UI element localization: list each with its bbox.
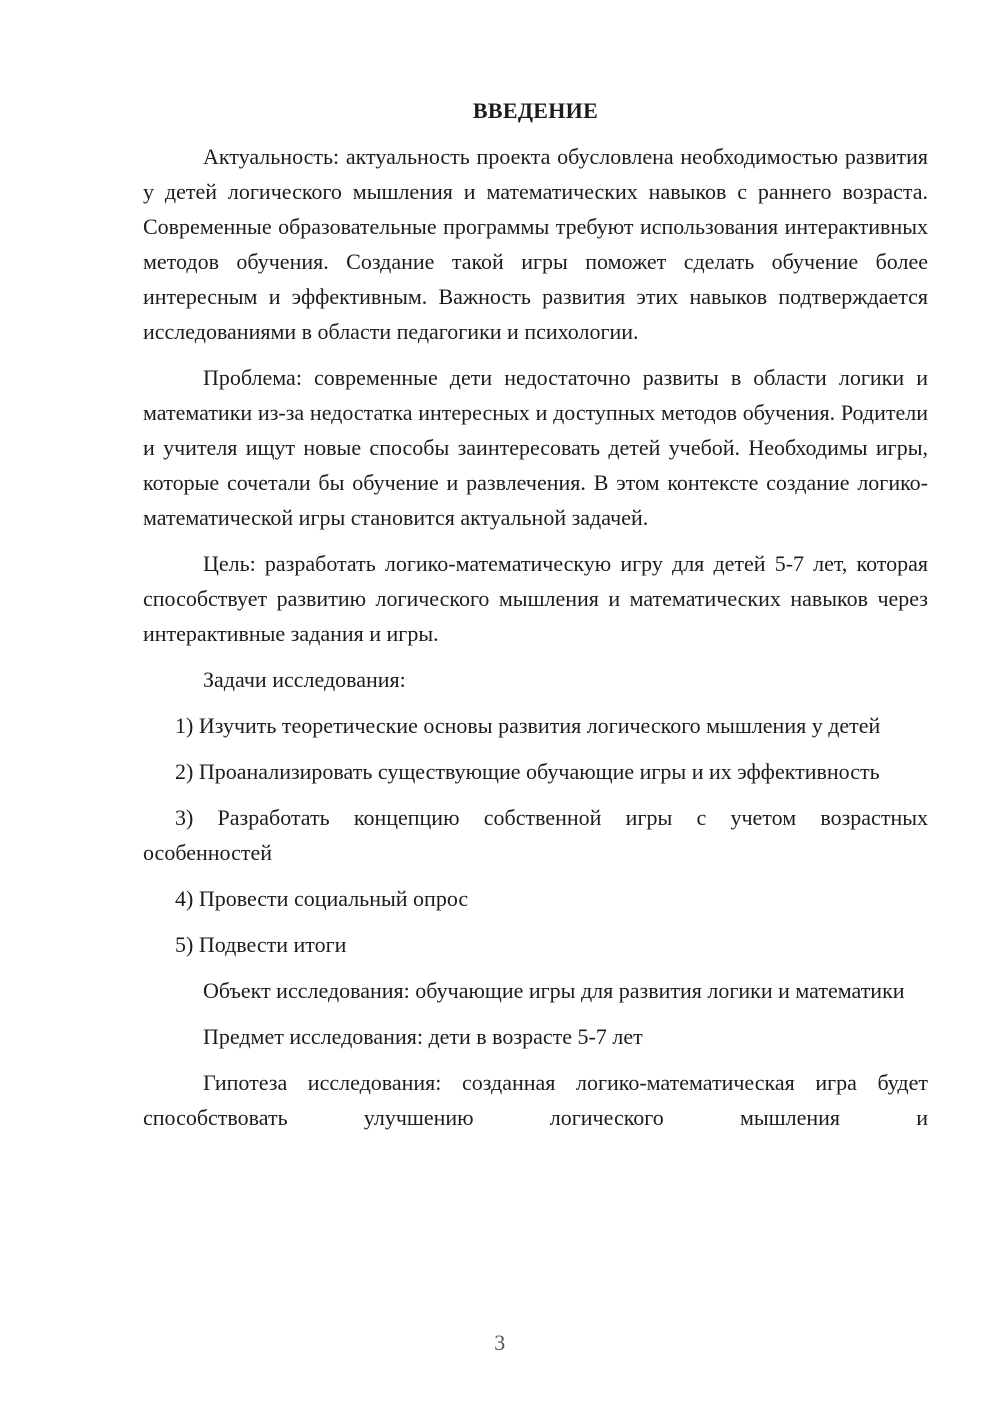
document-page: [143, 93, 928, 1146]
goal-paragraph: Цель: разработать логико-математическую игру для детей 5-7 лет, которая способствует развитию логического мышления и математических навыков через интерактивные задания и игры.: [143, 551, 928, 646]
task-item-4: 4) Провести социальный опрос: [175, 886, 469, 911]
task-item-1: 1) Изучить теоретические основы развития логического мышления у детей: [175, 713, 881, 738]
task-item-5: 5) Подвести итоги: [175, 932, 347, 957]
problem-paragraph: Проблема: современные дети недостаточно развиты в области логики и математики из-за недостатка интересных и доступных методов обучения. Родители и учителя ищут новые способы заинтересовать детей учебой. Необходимы игры, которые сочетали бы обучение и развлечения. В этом контексте создание логико-математической игры становится актуальной задачей.: [143, 365, 928, 530]
task-item-2: 2) Проанализировать существующие обучающие игры и их эффективность: [175, 759, 880, 784]
relevance-paragraph: Актуальность: актуальность проекта обусловлена необходимостью развития у детей логического мышления и математических навыков с раннего возраста. Современные образовательные программы требуют использования интерактивных методов обучения. Создание такой игры поможет сделать обучение более интересным и эффективным. Важность развития этих навыков подтверждается исследованиями в области педагогики и психологии.: [143, 144, 928, 344]
object-paragraph: Объект исследования: обучающие игры для развития логики и математики: [203, 978, 905, 1003]
section-heading: ВВЕДЕНИЕ: [472, 98, 599, 123]
page-number: 3: [494, 1330, 506, 1355]
subject-paragraph: Предмет исследования: дети в возрасте 5-7 лет: [203, 1024, 643, 1049]
hypothesis-paragraph: Гипотеза исследования: созданная логико-математическая игра будет способствовать улучшению логического мышления и: [143, 1070, 928, 1130]
task-item-3: 3) Разработать концепцию собственной игры с учетом возрастных особенностей: [143, 805, 928, 865]
tasks-heading: Задачи исследования:: [203, 667, 406, 692]
